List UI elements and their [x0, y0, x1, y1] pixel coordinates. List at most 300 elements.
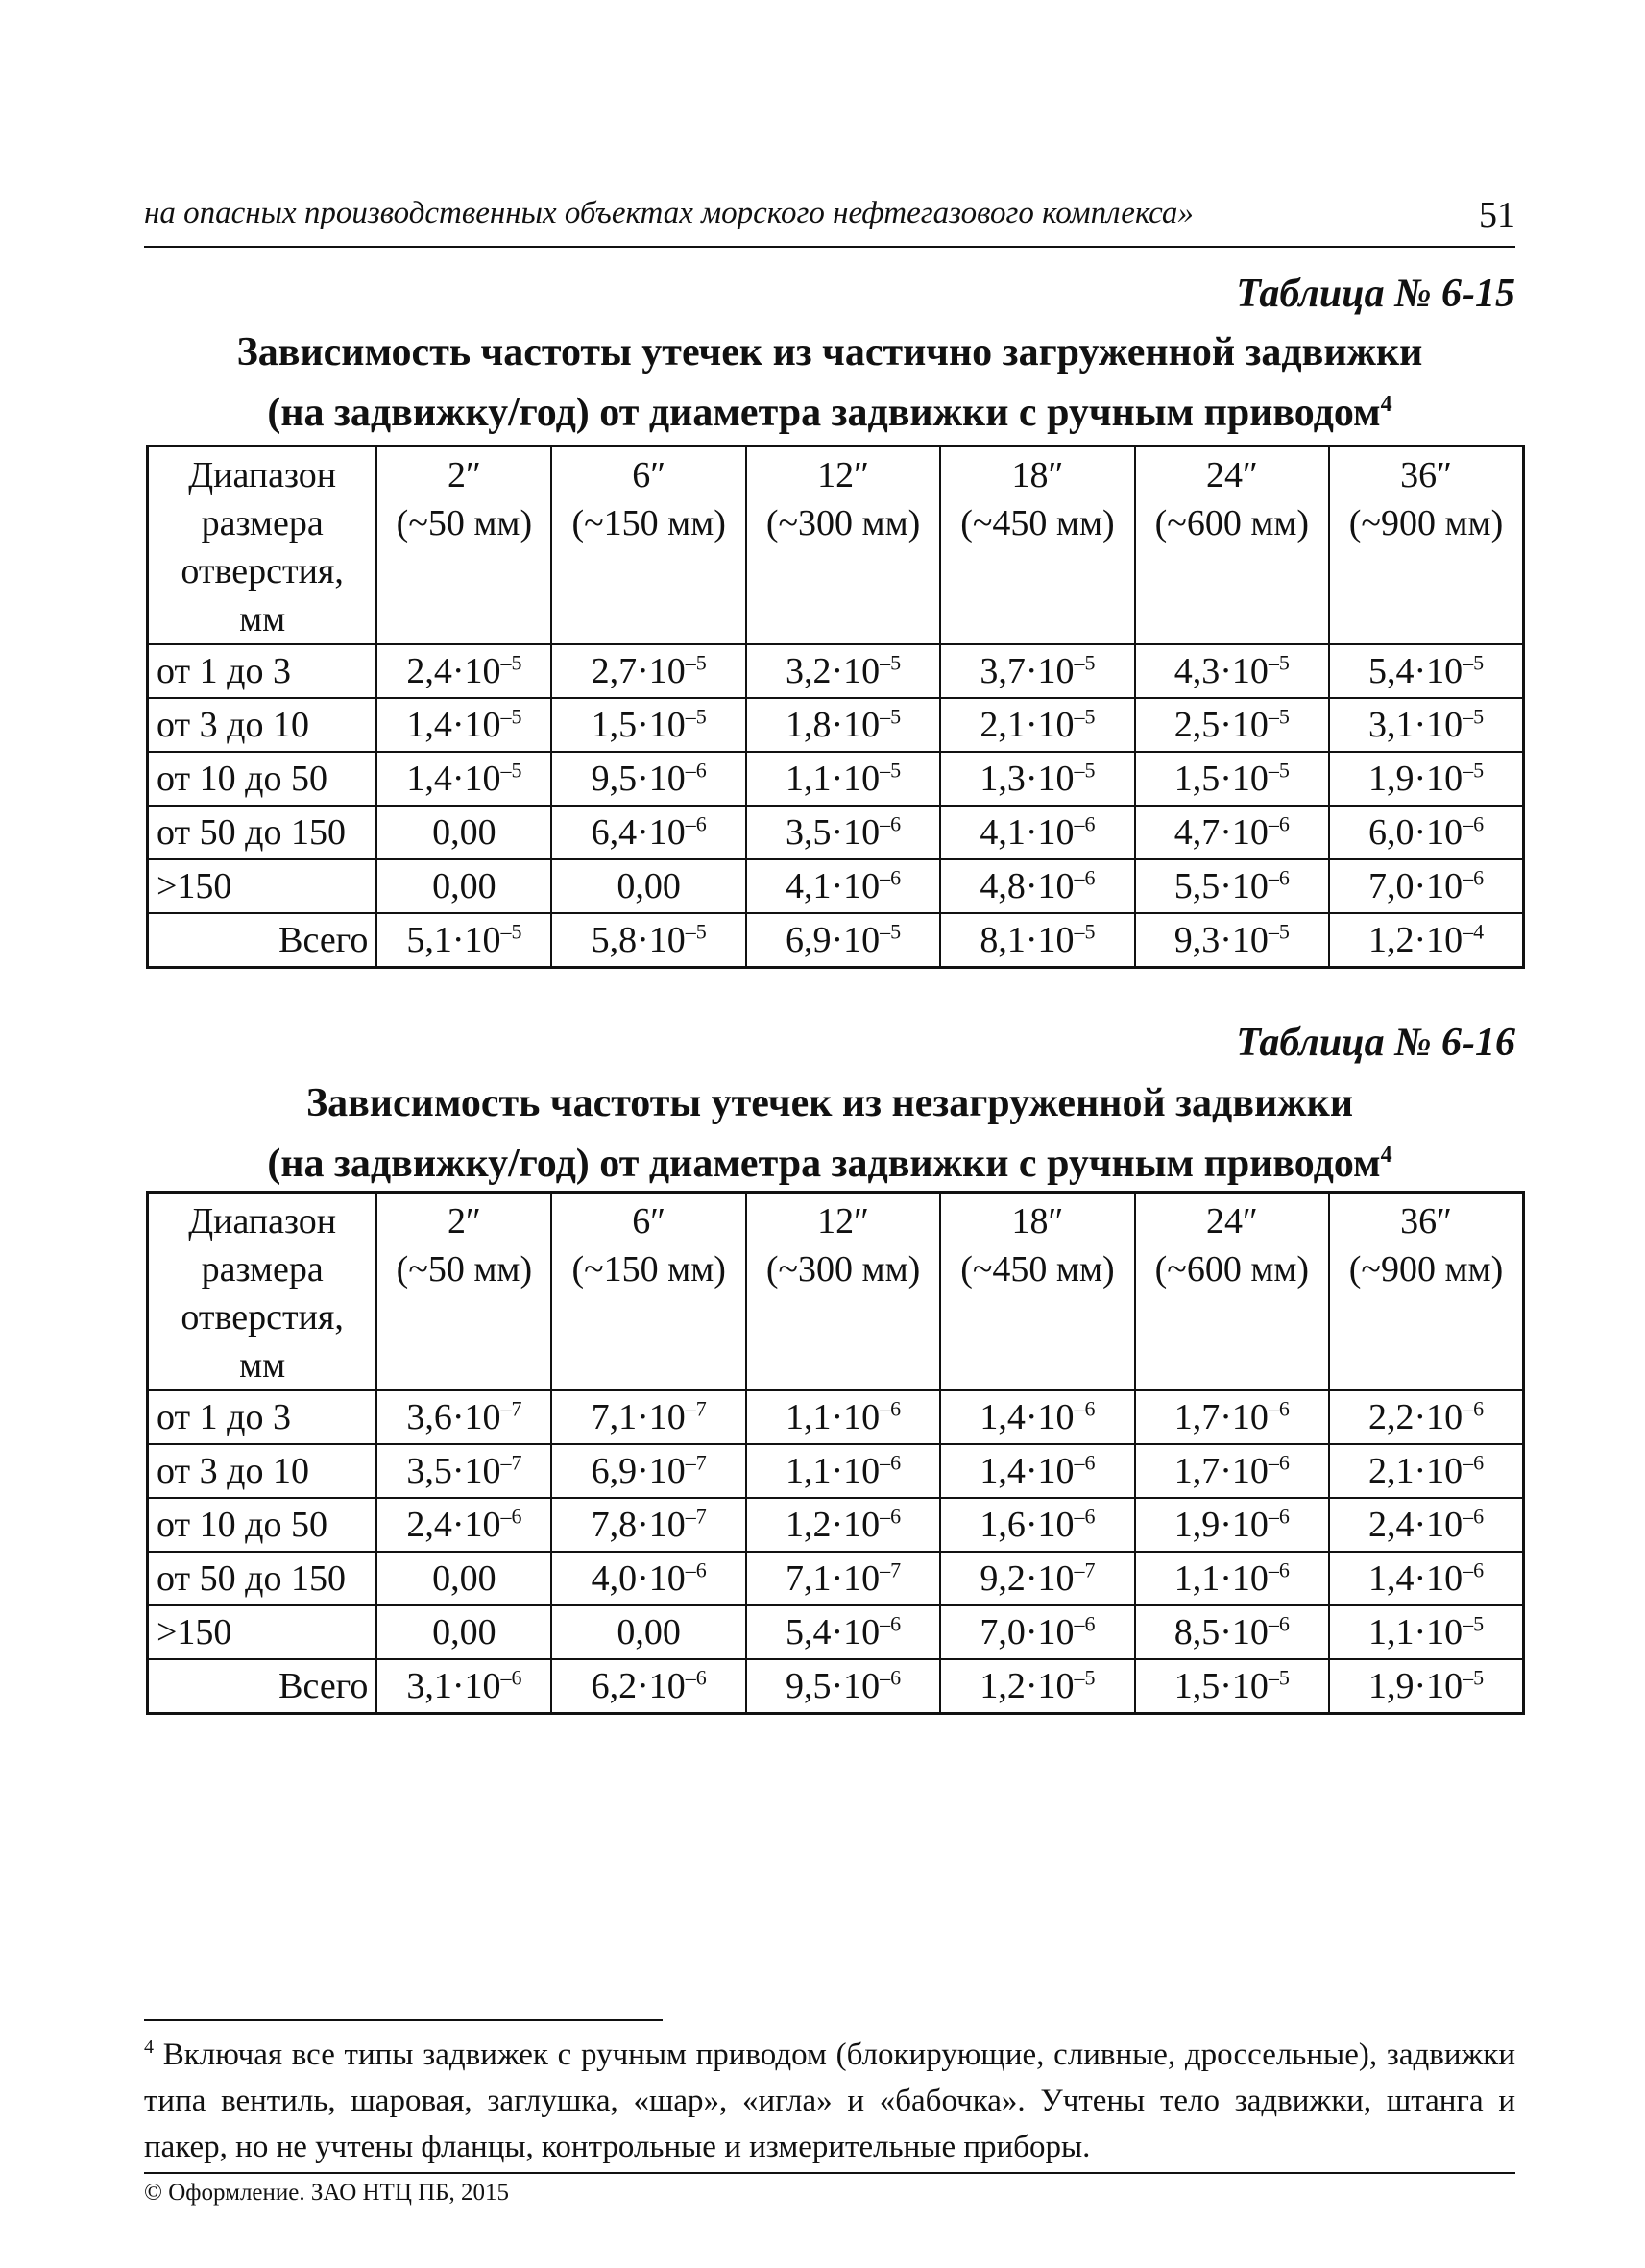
column-size: 24″: [1205, 1201, 1258, 1242]
row-label: от 1 до 3: [148, 1390, 377, 1444]
row-label: Всего: [148, 913, 377, 968]
row-header-line: Диапазон: [188, 455, 337, 495]
cell-mantissa: 3,6·10: [406, 1397, 501, 1437]
row-label: от 1 до 3: [148, 644, 377, 698]
cell-mantissa: 4,0·10: [591, 1558, 686, 1599]
table-cell: [746, 1498, 940, 1552]
table-cell: [1329, 913, 1523, 968]
cell-mantissa: 5,4·10: [1367, 651, 1464, 691]
table-cell: [940, 1390, 1134, 1444]
column-size: 18″: [1011, 1201, 1064, 1242]
table-cell: [1135, 752, 1329, 806]
table-cell: [376, 1444, 551, 1498]
cell-mantissa: 7,1·10: [785, 1558, 881, 1599]
cell-exponent: –6: [1268, 1611, 1290, 1636]
table-cell: [746, 1552, 940, 1605]
table-cell: [376, 1552, 551, 1605]
cell-exponent: –6: [880, 1450, 902, 1475]
column-header-cell: [1329, 1193, 1523, 1391]
column-mm: (~50 мм): [396, 503, 533, 543]
column-size: 2″: [447, 1201, 481, 1242]
cell-exponent: –5: [880, 758, 902, 783]
table-header-row: [148, 446, 1524, 645]
row-header-line: мм: [239, 1345, 286, 1386]
table-cell: [746, 752, 940, 806]
cell-exponent: –6: [1463, 811, 1485, 836]
table-label: Таблица № 6-15: [1236, 272, 1515, 316]
cell-exponent: –5: [1074, 919, 1096, 944]
table-cell: [376, 752, 551, 806]
cell-mantissa: 1,3·10: [980, 759, 1075, 799]
data-table: [146, 1191, 1525, 1715]
cell-mantissa: 1,8·10: [785, 705, 881, 745]
column-mm: (~600 мм): [1154, 1249, 1310, 1290]
column-mm: (~150 мм): [571, 1249, 726, 1290]
cell-exponent: –5: [1268, 650, 1290, 675]
copyright: © Оформление. ЗАО НТЦ ПБ, 2015: [144, 2180, 510, 2206]
cell-exponent: –5: [500, 919, 522, 944]
cell-exponent: –6: [880, 1611, 902, 1636]
cell-mantissa: 1,2·10: [980, 1666, 1075, 1706]
table-cell: [940, 1605, 1134, 1659]
cell-exponent: –5: [1074, 758, 1096, 783]
cell-mantissa: 2,4·10: [406, 1505, 501, 1545]
table-cell: [746, 1444, 940, 1498]
cell-exponent: –6: [880, 1504, 902, 1529]
cell-exponent: –6: [1074, 1450, 1096, 1475]
cell-mantissa: 1,9·10: [1173, 1505, 1269, 1545]
table-cell: [1329, 752, 1523, 806]
cell-exponent: –5: [685, 919, 707, 944]
column-size: 12″: [817, 1201, 869, 1242]
cell-exponent: –6: [880, 865, 902, 890]
table-cell: [376, 1605, 551, 1659]
row-header-line: мм: [239, 599, 286, 639]
cell-exponent: –5: [880, 704, 902, 729]
column-size: 12″: [817, 455, 869, 495]
table-cell: [940, 698, 1134, 752]
table-cell: [551, 1390, 745, 1444]
column-size: 36″: [1400, 1201, 1452, 1242]
cell-exponent: –6: [1463, 865, 1485, 890]
row-label: от 10 до 50: [148, 1498, 377, 1552]
cell-mantissa: 0,00: [617, 866, 681, 906]
column-header-cell: [746, 446, 940, 645]
cell-exponent: –6: [1074, 1611, 1096, 1636]
cell-mantissa: 6,9·10: [785, 920, 881, 960]
column-size: 18″: [1011, 455, 1064, 495]
column-mm: (~900 мм): [1348, 1249, 1504, 1290]
table-label: Таблица № 6-16: [1236, 1021, 1515, 1065]
cell-mantissa: 2,1·10: [1367, 1451, 1464, 1491]
cell-mantissa: 1,4·10: [980, 1397, 1075, 1437]
table-title-line: [144, 1129, 1515, 1190]
table-cell: [551, 806, 745, 859]
column-header-cell: [376, 446, 551, 645]
cell-exponent: –6: [880, 1396, 902, 1421]
table-cell: [376, 644, 551, 698]
table-row: [148, 644, 1524, 698]
cell-mantissa: 1,1·10: [785, 759, 881, 799]
cell-mantissa: 3,7·10: [980, 651, 1075, 691]
data-table: [146, 445, 1525, 969]
cell-exponent: –6: [500, 1665, 522, 1690]
table-cell: [376, 1390, 551, 1444]
cell-exponent: –7: [685, 1450, 707, 1475]
cell-mantissa: 3,5·10: [785, 812, 881, 853]
cell-mantissa: 1,1·10: [785, 1451, 881, 1491]
cell-mantissa: 0,00: [432, 866, 496, 906]
table-cell: [1329, 698, 1523, 752]
table-cell: [1329, 806, 1523, 859]
footnote: [144, 2024, 1515, 2170]
cell-mantissa: 9,5·10: [785, 1666, 881, 1706]
table-cell: [1135, 1552, 1329, 1605]
row-header-line: размера: [201, 1249, 324, 1290]
cell-exponent: –7: [1074, 1557, 1096, 1582]
column-mm: (~150 мм): [571, 503, 726, 543]
cell-mantissa: 1,5·10: [591, 705, 686, 745]
table-cell: [551, 752, 745, 806]
column-mm: (~900 мм): [1348, 503, 1504, 543]
row-label: Всего: [148, 1659, 377, 1714]
cell-exponent: –7: [685, 1396, 707, 1421]
cell-mantissa: 2,1·10: [980, 705, 1075, 745]
cell-exponent: –6: [1074, 865, 1096, 890]
row-label: >150: [148, 859, 377, 913]
table-cell: [551, 644, 745, 698]
table-cell: [1329, 644, 1523, 698]
cell-mantissa: 9,3·10: [1173, 920, 1269, 960]
cell-exponent: –6: [685, 1665, 707, 1690]
table-cell: [376, 1498, 551, 1552]
cell-mantissa: 0,00: [432, 1558, 496, 1599]
cell-exponent: –5: [685, 650, 707, 675]
table-cell: [376, 1659, 551, 1714]
column-size: 6″: [632, 455, 666, 495]
cell-exponent: –6: [1074, 1504, 1096, 1529]
cell-exponent: –5: [1268, 704, 1290, 729]
cell-exponent: –6: [1074, 1396, 1096, 1421]
cell-exponent: –6: [1268, 811, 1290, 836]
cell-exponent: –5: [1074, 1665, 1096, 1690]
table-title: [144, 1077, 1515, 1190]
cell-mantissa: 9,5·10: [591, 759, 686, 799]
cell-exponent: –5: [1463, 758, 1485, 783]
table-cell: [1135, 1444, 1329, 1498]
table-cell: [1135, 698, 1329, 752]
cell-mantissa: 4,1·10: [980, 812, 1075, 853]
column-header-cell: [1135, 1193, 1329, 1391]
row-header-line: отверстия,: [181, 1297, 344, 1338]
running-title: на опасных производственных объектах морского нефтегазового комплекса»: [144, 196, 1194, 230]
cell-mantissa: 7,0·10: [1367, 866, 1464, 906]
table-cell: [376, 806, 551, 859]
column-size: 36″: [1400, 455, 1452, 495]
cell-exponent: –6: [1463, 1450, 1485, 1475]
cell-mantissa: 1,5·10: [1173, 759, 1269, 799]
cell-exponent: –5: [880, 919, 902, 944]
total-row: [148, 913, 1524, 968]
cell-exponent: –6: [1268, 1504, 1290, 1529]
table-row: [148, 1605, 1524, 1659]
cell-mantissa: 0,00: [617, 1612, 681, 1653]
cell-mantissa: 2,2·10: [1367, 1397, 1464, 1437]
cell-exponent: –5: [500, 758, 522, 783]
cell-exponent: –7: [500, 1396, 522, 1421]
table-cell: [551, 1659, 745, 1714]
table-cell: [746, 913, 940, 968]
row-header-cell: [148, 1193, 377, 1391]
cell-mantissa: 4,1·10: [785, 866, 881, 906]
table-cell: [551, 1444, 745, 1498]
column-header-cell: [940, 446, 1134, 645]
table-row: [148, 1444, 1524, 1498]
column-mm: (~600 мм): [1154, 503, 1310, 543]
table-title-text: (на задвижку/год) от диаметра задвижки с ручным приводом: [267, 1142, 1381, 1186]
cell-exponent: –7: [500, 1450, 522, 1475]
cell-exponent: –6: [1268, 865, 1290, 890]
table-cell: [376, 859, 551, 913]
row-header-line: отверстия,: [181, 551, 344, 591]
column-header-cell: [551, 1193, 745, 1391]
row-header-cell: [148, 446, 377, 645]
table-cell: [746, 1659, 940, 1714]
column-size: 6″: [632, 1201, 666, 1242]
column-header-cell: [551, 446, 745, 645]
table-cell: [551, 859, 745, 913]
cell-exponent: –4: [1463, 919, 1485, 944]
cell-mantissa: 4,3·10: [1173, 651, 1269, 691]
table-cell: [1329, 1552, 1523, 1605]
cell-mantissa: 1,9·10: [1367, 1666, 1464, 1706]
table-cell: [940, 1498, 1134, 1552]
cell-exponent: –5: [1463, 650, 1485, 675]
column-header-cell: [940, 1193, 1134, 1391]
table-cell: [1329, 1390, 1523, 1444]
cell-mantissa: 6,9·10: [591, 1451, 686, 1491]
cell-mantissa: 8,5·10: [1173, 1612, 1269, 1653]
cell-mantissa: 1,7·10: [1173, 1397, 1269, 1437]
table-cell: [940, 913, 1134, 968]
cell-mantissa: 5,8·10: [591, 920, 686, 960]
table-cell: [940, 1659, 1134, 1714]
cell-mantissa: 1,7·10: [1173, 1451, 1269, 1491]
cell-exponent: –6: [1463, 1396, 1485, 1421]
cell-mantissa: 1,1·10: [1173, 1558, 1269, 1599]
cell-mantissa: 3,5·10: [406, 1451, 501, 1491]
table-cell: [1135, 1605, 1329, 1659]
cell-mantissa: 2,4·10: [1367, 1505, 1464, 1545]
table-cell: [746, 1605, 940, 1659]
row-label: >150: [148, 1605, 377, 1659]
column-header-cell: [746, 1193, 940, 1391]
table-title-line: [144, 378, 1515, 439]
cell-exponent: –6: [1268, 1450, 1290, 1475]
table-row: [148, 1390, 1524, 1444]
total-row: [148, 1659, 1524, 1714]
cell-exponent: –6: [685, 1557, 707, 1582]
row-header-line: Диапазон: [188, 1201, 337, 1242]
table-cell: [1329, 859, 1523, 913]
footnote-ref: 4: [1380, 392, 1392, 417]
cell-exponent: –5: [685, 704, 707, 729]
cell-exponent: –6: [880, 811, 902, 836]
table-cell: [551, 698, 745, 752]
column-size: 24″: [1205, 455, 1258, 495]
table-cell: [1135, 1659, 1329, 1714]
page-number: 51: [1479, 195, 1515, 235]
cell-mantissa: 5,4·10: [785, 1612, 881, 1653]
table-cell: [746, 806, 940, 859]
cell-mantissa: 1,4·10: [406, 705, 501, 745]
column-mm: (~450 мм): [960, 1249, 1115, 1290]
cell-mantissa: 6,4·10: [591, 812, 686, 853]
cell-exponent: –5: [1463, 1665, 1485, 1690]
table-cell: [551, 913, 745, 968]
cell-mantissa: 4,8·10: [980, 866, 1075, 906]
row-label: от 3 до 10: [148, 698, 377, 752]
footer-rule: [144, 2172, 1515, 2174]
footnote-ref: 4: [1380, 1143, 1392, 1168]
footnote-rule: [144, 2019, 663, 2021]
table-row: [148, 752, 1524, 806]
column-header-cell: [1329, 446, 1523, 645]
cell-mantissa: 8,1·10: [980, 920, 1075, 960]
cell-exponent: –6: [1463, 1504, 1485, 1529]
table-cell: [940, 752, 1134, 806]
table-cell: [940, 806, 1134, 859]
table-title-line: Зависимость частоты утечек из незагруженной задвижки: [305, 1081, 1354, 1125]
table-cell: [1135, 644, 1329, 698]
row-label: от 3 до 10: [148, 1444, 377, 1498]
cell-mantissa: 6,0·10: [1367, 812, 1464, 853]
cell-mantissa: 1,2·10: [1367, 920, 1464, 960]
cell-mantissa: 1,1·10: [785, 1397, 881, 1437]
column-size: 2″: [447, 455, 481, 495]
cell-mantissa: 1,2·10: [785, 1505, 881, 1545]
table-title-line: Зависимость частоты утечек из частично загруженной задвижки: [236, 330, 1423, 374]
cell-mantissa: 1,9·10: [1367, 759, 1464, 799]
cell-exponent: –6: [1268, 1396, 1290, 1421]
table-cell: [940, 644, 1134, 698]
row-label: от 50 до 150: [148, 806, 377, 859]
cell-mantissa: 5,5·10: [1173, 866, 1269, 906]
cell-mantissa: 1,4·10: [406, 759, 501, 799]
cell-mantissa: 7,1·10: [591, 1397, 686, 1437]
cell-mantissa: 1,4·10: [980, 1451, 1075, 1491]
table-cell: [940, 859, 1134, 913]
cell-mantissa: 0,00: [432, 812, 496, 853]
table-cell: [1329, 1498, 1523, 1552]
cell-exponent: –5: [1463, 704, 1485, 729]
table-cell: [376, 698, 551, 752]
table-title-text: (на задвижку/год) от диаметра задвижки с ручным приводом: [267, 391, 1381, 435]
cell-mantissa: 1,6·10: [980, 1505, 1075, 1545]
table-row: [148, 1498, 1524, 1552]
table-cell: [551, 1498, 745, 1552]
cell-exponent: –6: [880, 1665, 902, 1690]
table-cell: [746, 859, 940, 913]
cell-exponent: –6: [1463, 1557, 1485, 1582]
cell-mantissa: 4,7·10: [1173, 812, 1269, 853]
running-header: [144, 192, 1515, 248]
cell-exponent: –5: [1268, 919, 1290, 944]
footnote-marker: 4: [144, 2037, 154, 2058]
table-cell: [551, 1552, 745, 1605]
cell-exponent: –6: [1268, 1557, 1290, 1582]
cell-exponent: –5: [500, 704, 522, 729]
table-cell: [1135, 1390, 1329, 1444]
table-cell: [746, 698, 940, 752]
cell-mantissa: 3,1·10: [1367, 705, 1464, 745]
table-row: [148, 806, 1524, 859]
table-cell: [1329, 1444, 1523, 1498]
cell-mantissa: 2,7·10: [591, 651, 686, 691]
cell-exponent: –7: [685, 1504, 707, 1529]
cell-mantissa: 7,0·10: [980, 1612, 1075, 1653]
cell-exponent: –7: [880, 1557, 902, 1582]
table-cell: [940, 1444, 1134, 1498]
table-cell: [1329, 1605, 1523, 1659]
table-cell: [376, 913, 551, 968]
table-row: [148, 1552, 1524, 1605]
footnote-text: Включая все типы задвижек с ручным приводом (блокирующие, сливные, дроссельные), задвижки типа вентиль, шаровая, заглушка, «шар», «игла» и «бабочка». Учтены тело задвижки, штанга и пакер, но не учтены фланцы, контрольные и измерительные приборы.: [144, 2038, 1515, 2164]
cell-mantissa: 2,4·10: [406, 651, 501, 691]
cell-exponent: –5: [1074, 704, 1096, 729]
cell-exponent: –5: [1268, 758, 1290, 783]
cell-exponent: –5: [1463, 1611, 1485, 1636]
cell-mantissa: 1,5·10: [1173, 1666, 1269, 1706]
cell-exponent: –5: [880, 650, 902, 675]
column-mm: (~450 мм): [960, 503, 1115, 543]
cell-exponent: –6: [685, 811, 707, 836]
row-header-line: размера: [201, 503, 324, 543]
row-label: от 10 до 50: [148, 752, 377, 806]
cell-exponent: –5: [1268, 1665, 1290, 1690]
cell-exponent: –6: [685, 758, 707, 783]
table-cell: [1135, 1498, 1329, 1552]
table-cell: [746, 1390, 940, 1444]
table-cell: [1135, 806, 1329, 859]
cell-mantissa: 5,1·10: [406, 920, 501, 960]
cell-mantissa: 2,5·10: [1173, 705, 1269, 745]
cell-exponent: –6: [1074, 811, 1096, 836]
table-cell: [1135, 859, 1329, 913]
cell-mantissa: 3,1·10: [406, 1666, 501, 1706]
column-mm: (~300 мм): [765, 503, 921, 543]
table-cell: [746, 644, 940, 698]
cell-exponent: –6: [500, 1504, 522, 1529]
cell-mantissa: 0,00: [432, 1612, 496, 1653]
table-cell: [1135, 913, 1329, 968]
table-header-row: [148, 1193, 1524, 1391]
cell-mantissa: 9,2·10: [980, 1558, 1075, 1599]
column-mm: (~300 мм): [765, 1249, 921, 1290]
cell-exponent: –5: [500, 650, 522, 675]
table-cell: [551, 1605, 745, 1659]
table-row: [148, 698, 1524, 752]
column-header-cell: [1135, 446, 1329, 645]
cell-mantissa: 1,1·10: [1367, 1612, 1464, 1653]
cell-mantissa: 6,2·10: [591, 1666, 686, 1706]
cell-mantissa: 1,4·10: [1367, 1558, 1464, 1599]
column-mm: (~50 мм): [396, 1249, 533, 1290]
table-row: [148, 859, 1524, 913]
cell-mantissa: 7,8·10: [591, 1505, 686, 1545]
table-title: [144, 326, 1515, 439]
table-cell: [1329, 1659, 1523, 1714]
